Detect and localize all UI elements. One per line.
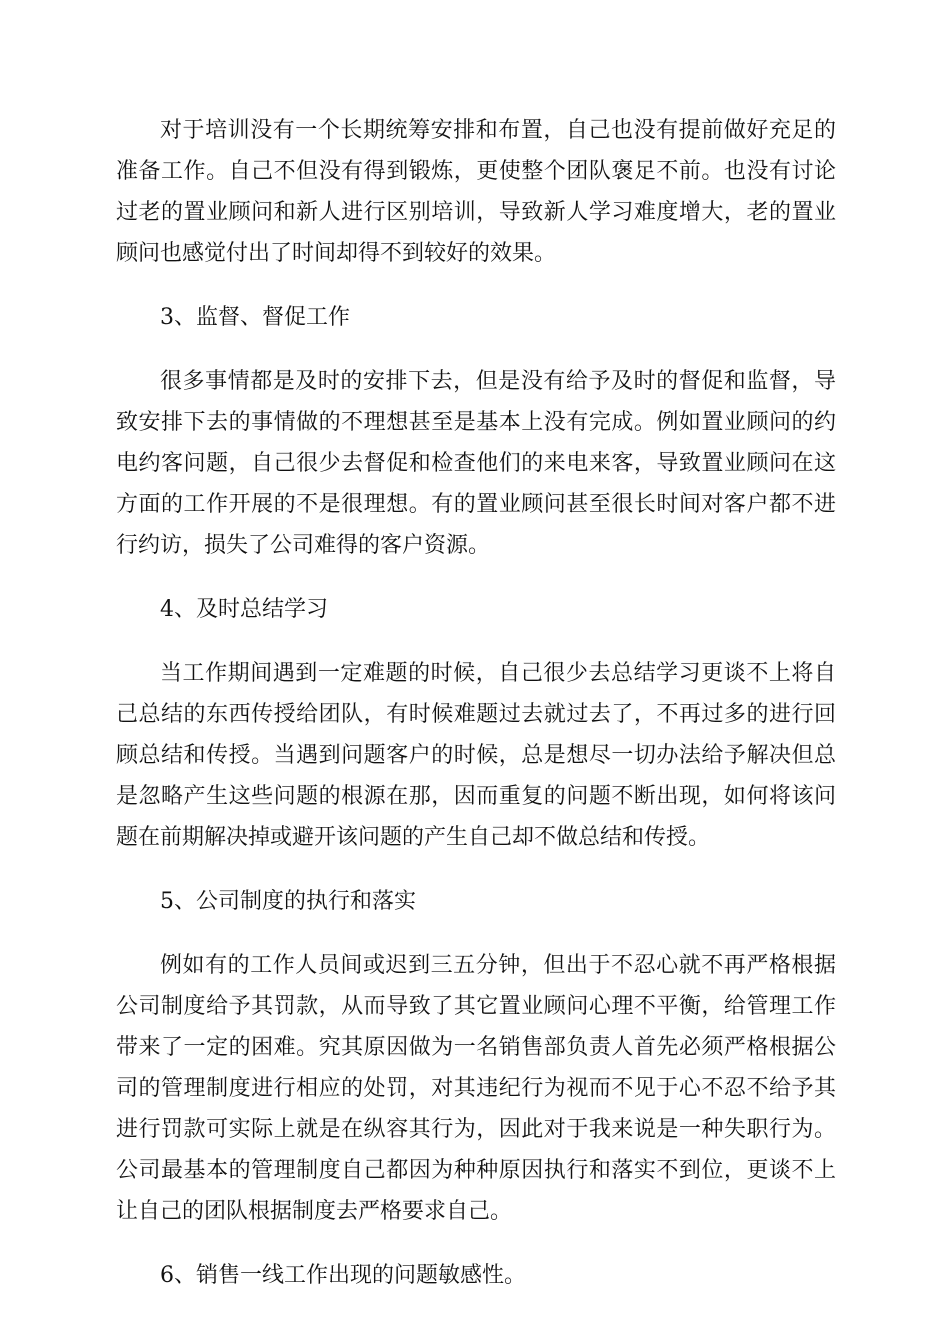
heading-summary-learning: 4、及时总结学习 (160, 597, 328, 622)
heading-sales-sensitivity: 6、销售一线工作出现的问题敏感性。 (160, 1263, 526, 1288)
paragraph-training: 对于培训没有一个长期统筹安排和布置，自己也没有提前做好充足的准备工作。自己不但没有得到锻炼，更使整个团队褒足不前。也没有讨论过老的置业顾问和新人进行区别培训，导致新人学习难度增大，老的置业顾问也感觉付出了时间却得不到较好的效果。 (116, 118, 836, 266)
paragraph-summary-learning: 当工作期间遇到一定难题的时候，自己很少去总结学习更谈不上将自己总结的东西传授给团队，有时候难题过去就过去了，不再过多的进行回顾总结和传授。当遇到问题客户的时候，总是想尽一切办法给予解决但总是忽略产生这些问题的根源在那，因而重复的问题不断出现，如何将该问题在前期解决掉或避开该问题的产生自己却不做总结和传授。 (116, 661, 836, 850)
document-page (116, 110, 836, 1319)
heading-company-rules: 5、公司制度的执行和落实 (160, 889, 416, 914)
paragraph-company-rules: 例如有的工作人员间或迟到三五分钟，但出于不忍心就不再严格根据公司制度给予其罚款，从而导致了其它置业顾问心理不平衡，给管理工作带来了一定的困难。究其原因做为一名销售部负责人首先必须严格根据公司的管理制度进行相应的处罚，对其违纪行为视而不见于心不忍不给予其进行罚款可实际上就是在纵容其行为，因此对于我来说是一种失职行为。公司最基本的管理制度自己都因为种种原因执行和落实不到位，更谈不上让自己的团队根据制度去严格要求自己。 (116, 953, 836, 1224)
heading-supervision: 3、监督、督促工作 (160, 305, 350, 330)
paragraph-supervision: 很多事情都是及时的安排下去，但是没有给予及时的督促和监督，导致安排下去的事情做的不理想甚至是基本上没有完成。例如置业顾问的约电约客问题，自己很少去督促和检查他们的来电来客，导致置业顾问在这方面的工作开展的不是很理想。有的置业顾问甚至很长时间对客户都不进行约访，损失了公司难得的客户资源。 (116, 369, 836, 558)
